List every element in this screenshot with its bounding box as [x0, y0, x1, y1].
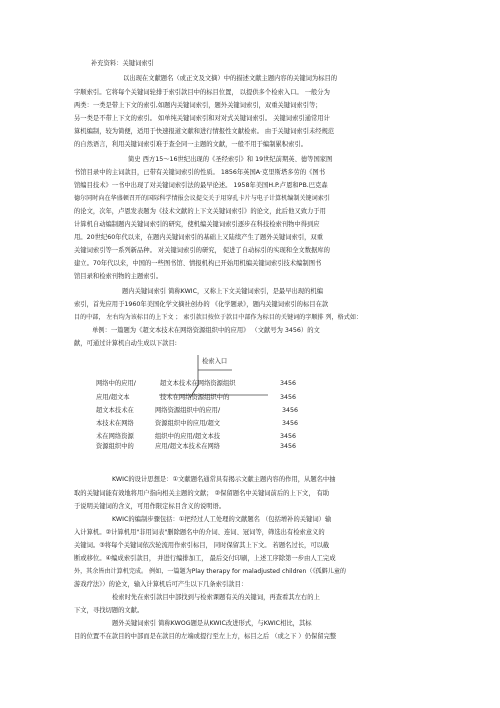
text-line: 计算机自动编制题内关键词索引的研究，使机编关键词索引逐步在科技检索刊物中得到应 — [74, 221, 320, 228]
retrieval-entry-label: 检索入口 — [202, 358, 228, 365]
text-line: 书馆目录中的主词款目，已带有关键词索引的性质。 1856年英国A·克里斯塔多劳的《图书 — [74, 169, 326, 176]
text-line: 取的关键词能有效地将用户指向相关主题的文献； ②保留题名中关键词前后的上下文， 有助 — [74, 490, 330, 497]
index-entry-keyword: 应用/超文本技术在网络 — [155, 443, 221, 450]
index-entry-docnum: 3456 — [282, 420, 299, 427]
text-line: 用。20世纪60年代以来，在题内关键词索引的基础上又陆续产生了题外关键词索引，双重 — [74, 234, 324, 241]
text-line: 算机编制，较为简便，适用于快速报道文献和进行情报性文献检索。 由于关键词索引未经规范 — [74, 128, 335, 135]
index-entry-left: 术在网络资源 — [96, 433, 134, 440]
index-entry-left: 网络中的应用/ — [96, 380, 136, 387]
text-line: 检索时先在索引款目中部找到与检索课题有关的关键词，再查看其左右的上 — [112, 594, 320, 601]
text-line: 游戏疗法》）的论文，输入计算机后可产生以下几条索引款目： — [74, 581, 248, 588]
index-entry-docnum: 3456 — [282, 407, 299, 414]
index-entry-docnum: 3456 — [280, 394, 297, 401]
text-line: 馆目录和检索刊物的主题索引。 — [74, 273, 163, 280]
text-line: 另一类是不带上下文的索引。 如单纯关键词索引和对对式关键词索引。 关键词索引通常用计 — [74, 115, 330, 122]
text-line: 单例：一篇题为《超文本技术在网络资源组织中的应用》 （文献号为 3456）的文 — [92, 327, 320, 334]
text-line: 关键词索引等一系列新品种。 对关键词索引的研究， 促进了自动标引的实现和全文数据库的 — [74, 247, 330, 254]
text-line: 献，可通过计算机自动生成以下款目: — [74, 340, 177, 347]
text-line: 的论文，次年，卢恩发表题为《技术文献的上下文关键词索引》的论文，此后他又致力于用 — [74, 208, 326, 215]
text-line: 题外关键词索引 简称KWOG题是从KWIC改进形式，与KWIC相比，其标 — [112, 620, 312, 627]
index-entry-docnum: 3456 — [280, 380, 297, 387]
index-entry-keyword: 技术在网络资源组织中的 — [160, 394, 230, 401]
text-line: 题内关键词索引 简称KWIC，又称上下文关键词索引，是最早出现的机编 — [122, 288, 323, 295]
index-entry-left: 本技术在网络 — [96, 420, 134, 427]
index-entry-keyword: 超文本技术在网络资源组织 — [160, 380, 236, 387]
text-line: 的自然语言，利用关键词索引难于查全同一主题的文献，一般不用于编制累积索引。 — [74, 141, 307, 148]
text-line: 德尔同时向在华盛顿召开的国际科学情报会议提交关于用穿孔卡片与电子计算机编制关键词索引 — [74, 195, 330, 202]
text-line: 索引，首先应用于1960年美国化学文摘社创办的 《化学题录》，题内关键词索引的标目在款 — [74, 301, 329, 308]
text-line: 馆编目技术》一书中出现了对关键词索引法的最早论述。 1958年美国H.P.卢恩和PB.巴克森 — [74, 182, 328, 189]
text-line: 于说明关键词的含义，可用作限定标目含义的说明语。 — [74, 503, 226, 510]
text-line-supplement-title: 补充资料：关键词索引 — [91, 60, 154, 67]
text-line: KWIC的编制步骤包括：①把经过人工处理的文献题名 （包括增补的关键词）输 — [112, 516, 332, 523]
text-line: 断或移位。④编成索引款目， 并进行编排加工， 最后交付印刷，上述工序除第一步由人工完成 — [74, 555, 336, 562]
text-line: 简史 西方15～16世纪出现的《圣经索引》和 19世纪前期英、德等国家图 — [128, 156, 333, 163]
text-line: KWIC的设计思想是：①文献题名通常具有揭示文献主题内容的作用，从题名中抽 — [112, 476, 336, 483]
text-line: 外，其余皆由计算机完成。 例如，一篇题为Play therapy for maladjusted children（《孤僻儿童的 — [74, 568, 347, 575]
text-line: 目的中部， 左右均为该标目的上下文 ； 索引款目按位于款目中部作为标目的关键词的字顺排 列，格式如： — [74, 314, 363, 321]
text-line: 字顺索引。它将每个关键词轮排于索引款目中的标目位置， 以提供多个检索入口。 一般分为 — [74, 89, 330, 96]
index-entry-left: 资源组织中的 — [96, 443, 134, 450]
index-entry-left: 超文本技术在 — [96, 407, 134, 414]
text-line: 入计算机。②计算机用"非用词表"删除题名中的介词、连词、冠词等，筛选出有检索意义的 — [74, 529, 325, 536]
index-entry-keyword: 资源组织中的应用/超文 — [155, 420, 221, 427]
text-line: 下文，寻找切题的文献。 — [74, 607, 144, 614]
text-line: 目的位置不在款目的中部而是在款目的左端或提行至左上方，标目之后 （或之下 ）仍保留完整 — [74, 633, 337, 640]
index-entry-keyword: 网络资源组织中的应用/ — [155, 407, 221, 414]
index-entry-left: 应用/超文本 — [96, 394, 130, 401]
index-entry-docnum: 3456 — [280, 433, 297, 440]
text-line: 建立。70年代以来，中国的一些图书馆、情报机构已开始用机编关键词索引技术编制图书 — [74, 260, 322, 267]
text-line: 以出现在文献题名（或正文及文摘）中的描述文献主题内容的关键词为标目的 — [123, 75, 338, 82]
index-entry-keyword: 组织中的应用/超文本技 — [155, 433, 221, 440]
text-line: 两类：一类是带上下文的索引,如题内关键词索引，题外关键词索引，双重关键词索引等； — [74, 102, 322, 109]
text-line: 关键词。③将每个关键词依次轮流用作索引标目， 同时保留其上下文。 若题名过长，可以截 — [74, 542, 330, 549]
index-entry-docnum: 3456 — [280, 443, 297, 450]
